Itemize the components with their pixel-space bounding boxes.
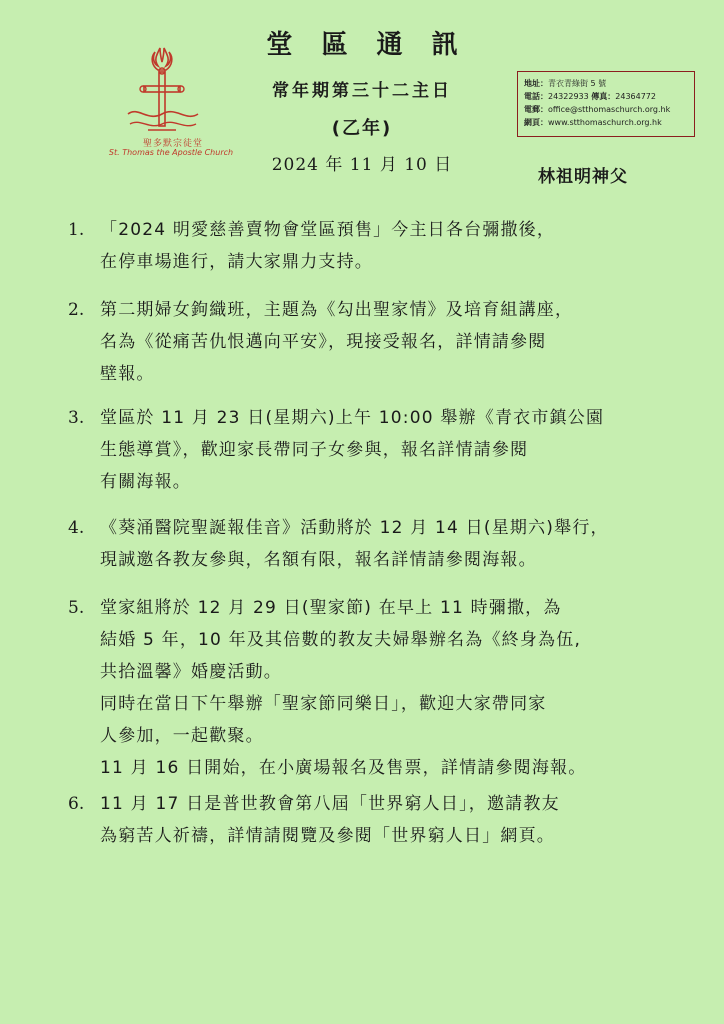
item-line: 「2024 明愛慈善賣物會堂區預售」今主日各台彌撒後， — [100, 220, 556, 240]
church-name-en: St. Thomas the Apostle Church — [108, 148, 234, 157]
item-line: 在停車場進行，請大家鼎力支持。 — [100, 252, 373, 272]
priest-name: 林祖明神父 — [538, 167, 628, 187]
address-label: 地址： — [524, 79, 548, 88]
bulletin-date: 2024 年 11 月 10 日 — [271, 155, 453, 175]
web-value[interactable]: www.stthomaschurch.org.hk — [548, 118, 662, 127]
item-line: 結婚 5 年，10 年及其倍數的教友夫婦舉辦名為《終身為伍, — [100, 630, 582, 650]
fax-label: 傳真： — [591, 92, 616, 101]
announcement-item-2 — [68, 294, 688, 390]
item-line: 堂區於 11 月 23 日(星期六)上午 10:00 舉辦《青衣市鎮公園 — [100, 408, 605, 428]
church-name-cn: 聖多默宗徒堂 — [142, 139, 203, 149]
page-title: 堂 區 通 訊 — [266, 30, 468, 60]
item-number: 6. — [68, 794, 85, 814]
contact-email — [524, 103, 694, 116]
email-value[interactable]: office@stthomaschurch.org.hk — [548, 105, 671, 114]
web-label: 網頁： — [524, 118, 548, 127]
phone-value: 24322933 — [548, 92, 589, 101]
item-line: 11 月 16 日開始，在小廣場報名及售票，詳情請參閱海報。 — [100, 758, 587, 778]
contact-address — [524, 77, 694, 90]
item-number: 1. — [68, 220, 85, 240]
item-line: 《葵涌醫院聖誕報佳音》活動將於 12 月 14 日(星期六)舉行， — [100, 518, 609, 538]
item-number: 4. — [68, 518, 85, 538]
item-number: 5. — [68, 598, 85, 618]
liturgical-sunday: 常年期第三十二主日 — [272, 81, 452, 101]
item-number: 3. — [68, 408, 85, 428]
contact-phone — [524, 90, 694, 103]
announcement-item-1 — [68, 214, 688, 278]
item-line: 壁報。 — [100, 364, 155, 384]
item-line: 同時在當日下午舉辦「聖家節同樂日」，歡迎大家帶同家 — [100, 694, 547, 714]
announcement-item-5 — [68, 592, 688, 784]
year-cycle: (乙年) — [331, 118, 393, 139]
announcement-item-4 — [68, 512, 688, 576]
contact-box — [517, 71, 695, 137]
item-line: 第二期婦女鉤織班，主題為《勾出聖家情》及培育組講座， — [100, 300, 574, 320]
item-line: 堂家組將於 12 月 29 日(聖家節) 在早上 11 時彌撒，為 — [100, 598, 562, 618]
item-line: 名為《從痛苦仇恨邁向平安》，現接受報名，詳情請參閱 — [100, 332, 547, 352]
phone-label: 電話： — [524, 92, 548, 101]
item-line: 11 月 17 日是普世教會第八屆「世界窮人日」，邀請教友 — [100, 794, 560, 814]
address-value: 青衣青綠街 5 號 — [548, 79, 607, 88]
item-line: 現誠邀各教友參與，名額有限，報名詳情請參閱海報。 — [100, 550, 537, 570]
item-line: 共拾溫馨》婚慶活動。 — [100, 662, 282, 682]
church-logo — [108, 44, 234, 164]
item-line: 生態導賞》，歡迎家長帶同子女參與，報名詳情請參閱 — [100, 440, 529, 460]
announcement-item-3 — [68, 402, 688, 498]
item-line: 人參加，一起歡聚。 — [100, 726, 264, 746]
item-line: 為窮苦人祈禱，詳情請閱覽及參閱「世界窮人日」網頁。 — [100, 826, 555, 846]
contact-web — [524, 116, 694, 129]
item-line: 有關海報。 — [100, 472, 191, 492]
email-label: 電郵： — [524, 105, 548, 114]
fax-value: 24364772 — [615, 92, 656, 101]
item-number: 2. — [68, 300, 85, 320]
announcement-item-6 — [68, 788, 688, 852]
